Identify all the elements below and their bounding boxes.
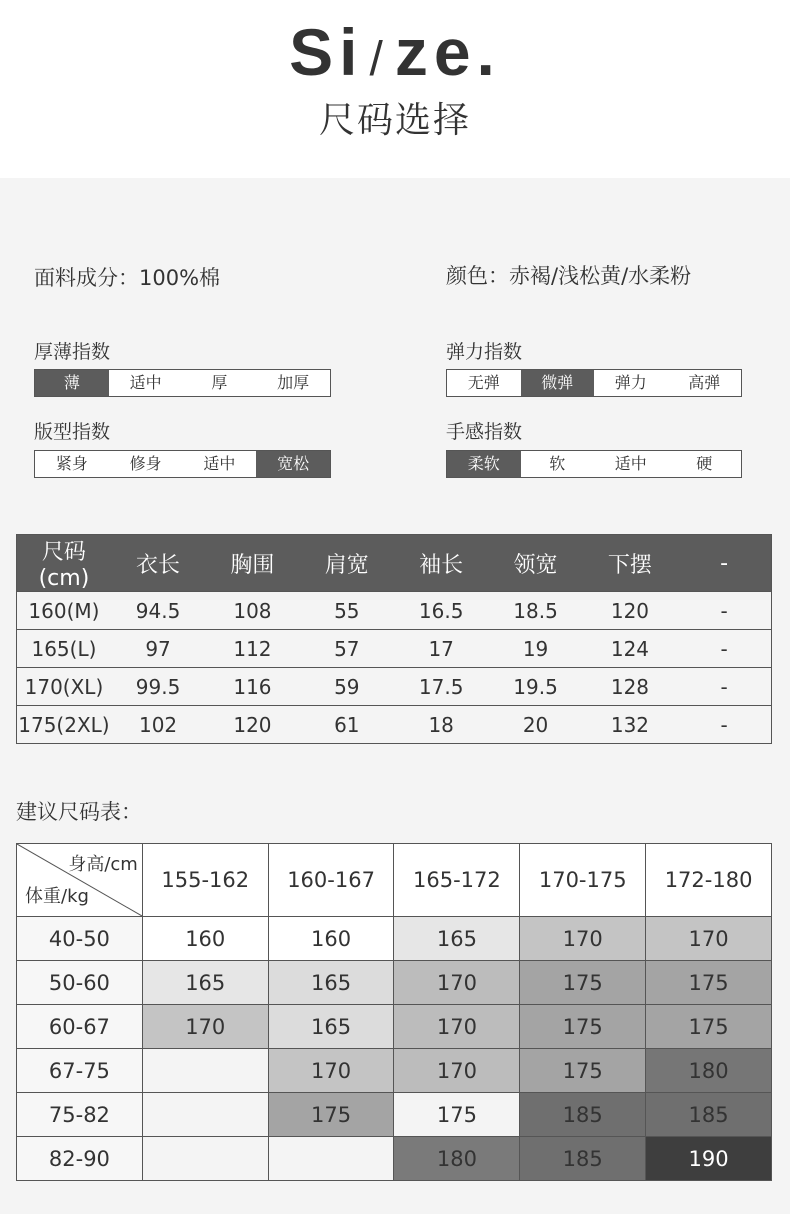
size-cell: 17.5 [394,668,488,706]
recommended-size-cell: 180 [646,1049,772,1093]
recommended-size-cell: 175 [646,961,772,1005]
table-row [17,917,772,961]
size-table [16,534,772,744]
recommended-size-cell: 170 [268,1049,394,1093]
recommended-size-cell: 170 [646,917,772,961]
recommended-size-cell: 175 [520,1005,646,1049]
recommended-size-cell: 170 [520,917,646,961]
fit-scale [34,450,331,478]
weight-unit-label: 体重/kg [25,886,89,907]
height-range-cell: 165-172 [394,844,520,917]
size-cell: 102 [111,706,205,744]
recommend-header-row [17,844,772,917]
height-range-cell: 170-175 [520,844,646,917]
size-cell: - [677,592,771,630]
recommended-size-cell: 165 [268,961,394,1005]
table-row [17,592,772,630]
size-header-cell: - [677,535,771,592]
size-cell: 116 [205,668,299,706]
weight-range-cell: 50-60 [17,961,143,1005]
size-header-cell: 胸围 [205,535,299,592]
size-cell: 99.5 [111,668,205,706]
thickness-option: 薄 [35,370,109,396]
recommended-size-cell: 165 [268,1005,394,1049]
recommended-size-cell: 175 [394,1093,520,1137]
fit-option: 适中 [203,454,236,473]
thickness-option: 厚 [211,373,228,392]
recommended-size-cell: 170 [394,961,520,1005]
elasticity-label: 弹力指数 [446,341,523,363]
feel-label: 手感指数 [446,421,523,443]
table-row [17,1093,772,1137]
size-cell: 16.5 [394,592,488,630]
size-cell: 61 [300,706,394,744]
recommended-size-cell [142,1093,268,1137]
size-cell: 97 [111,630,205,668]
elasticity-option: 微弹 [521,370,595,396]
fit-option: 宽松 [256,451,330,477]
recommended-size-cell: 180 [394,1137,520,1181]
recommended-size-cell: 170 [142,1005,268,1049]
table-row [17,706,772,744]
size-cell: 112 [205,630,299,668]
size-cell: 132 [583,706,677,744]
size-cell: 165(L) [17,630,111,668]
size-cell: 108 [205,592,299,630]
elasticity-option: 无弹 [467,373,500,392]
size-header-cell: 衣长 [111,535,205,592]
thickness-option: 加厚 [277,373,310,392]
weight-range-cell: 82-90 [17,1137,143,1181]
fit-label: 版型指数 [34,421,111,443]
size-cell: 175(2XL) [17,706,111,744]
size-cell: 57 [300,630,394,668]
brand-part-b: ze. [394,15,501,89]
size-cell: - [677,668,771,706]
size-cell: 160(M) [17,592,111,630]
weight-range-cell: 40-50 [17,917,143,961]
size-cell: 128 [583,668,677,706]
size-cell: 55 [300,592,394,630]
recommend-title: 建议尺码表： [16,800,142,824]
size-header-cell: 肩宽 [300,535,394,592]
recommend-table [16,843,772,1181]
table-row [17,1005,772,1049]
thickness-scale [34,369,331,397]
size-cell: 120 [205,706,299,744]
feel-option: 柔软 [447,451,521,477]
size-cell: 124 [583,630,677,668]
recommended-size-cell: 175 [520,961,646,1005]
size-table-header [17,535,772,592]
size-cell: 17 [394,630,488,668]
size-cell: 18.5 [488,592,582,630]
size-header-cell: 尺码(cm) [17,535,111,592]
page-subtitle: 尺码选择 [318,100,471,141]
thickness-option: 适中 [129,373,162,392]
recommended-size-cell: 175 [520,1049,646,1093]
feel-option: 适中 [614,454,647,473]
size-cell: 19 [488,630,582,668]
height-range-cell: 155-162 [142,844,268,917]
recommended-size-cell: 185 [520,1093,646,1137]
weight-range-cell: 60-67 [17,1005,143,1049]
weight-range-cell: 67-75 [17,1049,143,1093]
recommended-size-cell: 190 [646,1137,772,1181]
elasticity-scale [446,369,742,397]
size-cell: 59 [300,668,394,706]
recommended-size-cell: 175 [646,1005,772,1049]
table-row [17,961,772,1005]
brand-title [0,14,790,90]
recommended-size-cell: 165 [394,917,520,961]
elasticity-option: 高弹 [688,373,721,392]
size-cell: 94.5 [111,592,205,630]
fabric-info: 面料成分：100%棉 [34,266,221,290]
recommend-corner-cell [17,844,143,917]
height-unit-label: 身高/cm [68,854,138,875]
recommended-size-cell: 170 [394,1049,520,1093]
height-range-cell: 160-167 [268,844,394,917]
size-cell: - [677,630,771,668]
recommended-size-cell: 160 [268,917,394,961]
weight-range-cell: 75-82 [17,1093,143,1137]
size-cell: 170(XL) [17,668,111,706]
size-cell: 18 [394,706,488,744]
color-info: 颜色：赤褐/浅松黄/水柔粉 [446,264,692,288]
fit-option: 紧身 [55,454,88,473]
header-panel [0,0,790,178]
size-cell: 19.5 [488,668,582,706]
recommended-size-cell [142,1137,268,1181]
brand-part-a: Si [289,15,364,89]
recommended-size-cell: 185 [520,1137,646,1181]
feel-scale [446,450,742,478]
recommended-size-cell [268,1137,394,1181]
size-cell: - [677,706,771,744]
size-cell: 120 [583,592,677,630]
feel-option: 软 [549,454,566,473]
table-row [17,668,772,706]
fit-option: 修身 [129,454,162,473]
thickness-label: 厚薄指数 [34,341,111,363]
recommended-size-cell [142,1049,268,1093]
recommended-size-cell: 175 [268,1093,394,1137]
table-row [17,1049,772,1093]
height-range-cell: 172-180 [646,844,772,917]
recommended-size-cell: 170 [394,1005,520,1049]
size-header-cell: 袖长 [394,535,488,592]
size-header-cell: 下摆 [583,535,677,592]
table-row [17,630,772,668]
recommended-size-cell: 165 [142,961,268,1005]
recommended-size-cell: 185 [646,1093,772,1137]
table-row [17,1137,772,1181]
size-cell: 20 [488,706,582,744]
elasticity-option: 弹力 [614,373,647,392]
feel-option: 硬 [696,454,713,473]
recommended-size-cell: 160 [142,917,268,961]
brand-slash: / [369,33,389,86]
size-header-cell: 领宽 [488,535,582,592]
